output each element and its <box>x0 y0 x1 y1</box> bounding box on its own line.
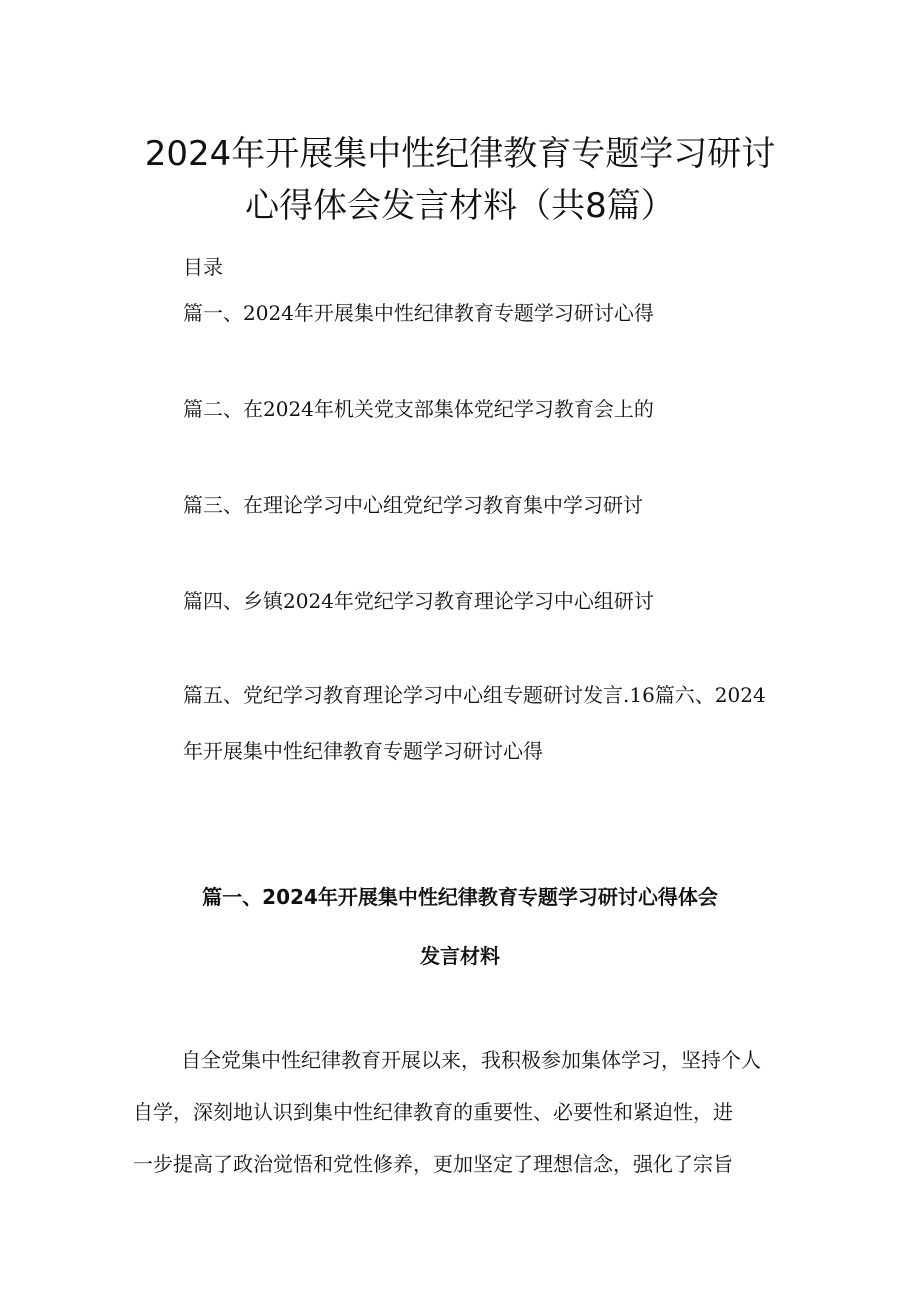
toc-item-5-line-1: 篇五、党纪学习教育理论学习中心组专题研讨发言.16篇六、2024 <box>183 683 766 707</box>
toc-item-3: 篇三、在理论学习中心组党纪学习教育集中学习研讨 <box>183 493 643 517</box>
toc-item-4: 篇四、乡镇2024年党纪学习教育理论学习中心组研讨 <box>183 589 654 613</box>
body-line-1: 自全党集中性纪律教育开展以来，我积极参加集体学习，坚持个人 <box>181 1048 761 1072</box>
toc-heading: 目录 <box>183 255 223 279</box>
body-line-2: 自学，深刻地认识到集中性纪律教育的重要性、必要性和紧迫性，进 <box>133 1100 733 1124</box>
section-heading-line-2: 发言材料 <box>420 944 500 968</box>
toc-item-1: 篇一、2024年开展集中性纪律教育专题学习研讨心得 <box>183 301 654 325</box>
section-heading-line-1: 篇一、2024年开展集中性纪律教育专题学习研讨心得体会 <box>202 885 718 909</box>
document-title-line-2: 心得体会发言材料（共8篇） <box>245 186 675 226</box>
toc-item-5 <box>183 667 793 779</box>
body-line-3: 一步提高了政治觉悟和党性修养，更加坚定了理想信念，强化了宗旨 <box>133 1152 733 1176</box>
toc-item-5-line-2: 年开展集中性纪律教育专题学习研讨心得 <box>183 739 543 763</box>
body-paragraph <box>133 1034 793 1190</box>
toc-item-2: 篇二、在2024年机关党支部集体党纪学习教育会上的 <box>183 397 654 421</box>
section-heading <box>0 882 920 971</box>
document-title <box>0 128 920 232</box>
document-title-line-1: 2024年开展集中性纪律教育专题学习研讨 <box>144 134 776 174</box>
